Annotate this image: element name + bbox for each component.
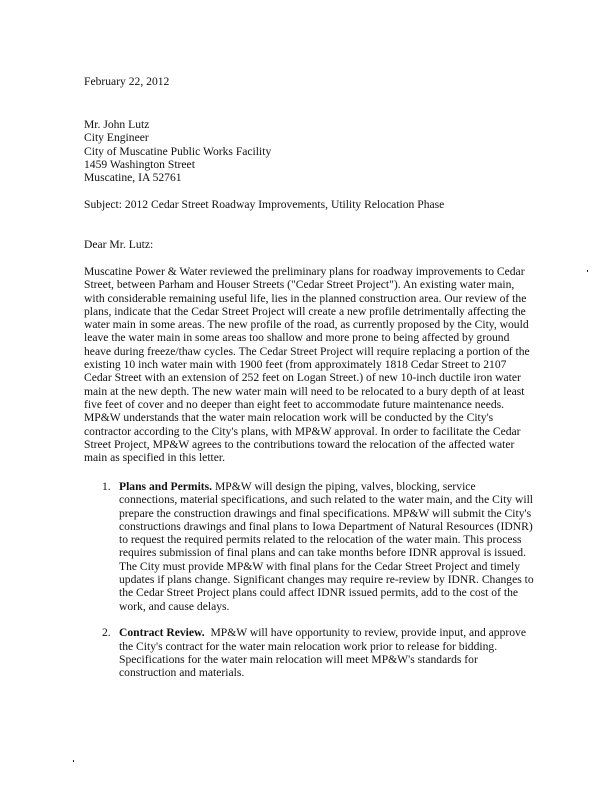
recipient-organization: City of Muscatine Public Works Facility — [84, 144, 272, 158]
body-line: leave the water main in some areas too shallow and more prone to being affected by ground — [84, 331, 510, 345]
recipient-city-state-zip: Muscatine, IA 52761 — [84, 171, 182, 185]
list-line: prepare the construction drawings and final specifications. MP&W will submit the City's — [119, 506, 532, 520]
body-paragraph — [84, 265, 534, 464]
body-line: Muscatine Power & Water reviewed the preliminary plans for roadway improvements to Cedar — [84, 265, 525, 278]
body-line: heave during freeze/thaw cycles. The Cedar Street Project will require replacing a portion of the — [84, 344, 530, 358]
body-line: contractor according to the City's plans, with MP&W approval. In order to facilitate the Cedar — [84, 424, 521, 438]
subject-line — [84, 198, 534, 211]
body-line: five feet of cover and no deeper than eight feet to accommodate future maintenance needs. — [84, 397, 505, 411]
list-line: constructions drawings and final plans to Iowa Department of Natural Resources (IDNR) — [119, 519, 533, 533]
body-line: existing 10 inch water main with 1900 feet (from approximately 1818 Cedar Street to 2107 — [84, 358, 507, 372]
list-line: requires submission of final plans and can take months before IDNR approval is issued. — [119, 546, 526, 560]
list-line: work, and cause delays. — [119, 599, 230, 613]
salutation-text: Dear Mr. Lutz: — [84, 238, 154, 251]
salutation — [84, 238, 534, 251]
list-line: construction and materials. — [119, 666, 245, 680]
body-line: main as specified in this letter. — [84, 451, 226, 465]
recipient-address — [84, 118, 534, 184]
scan-speck — [587, 270, 588, 272]
list-line: The City must provide MP&W with final plans for the Cedar Street Project and timely — [119, 559, 520, 573]
list-item-title: Plans and Permits. — [119, 480, 213, 493]
list-first-line-text: MP&W will design the piping, valves, blocking, service — [212, 480, 476, 493]
list-item-title: Contract Review. — [119, 626, 205, 640]
list-line: the Cedar Street Project plans could affect IDNR issued permits, add to the cost of the — [119, 586, 519, 600]
body-line: Cedar Street with an extension of 252 feet on Logan Street.) of new 10-inch ductile iron water — [84, 371, 521, 385]
list-first-line-text: MP&W will have opportunity to review, provide input, and approve — [204, 626, 526, 640]
scan-speck — [73, 760, 74, 762]
body-line: plans, indicate that the Cedar Street Project will create a new profile detrimentally affecting the — [84, 304, 526, 318]
list-line: the City's contract for the water main relocation work prior to release for bidding. — [119, 639, 498, 653]
numbered-list — [84, 480, 534, 693]
body-line: MP&W understands that the water main relocation work will be conducted by the City's — [84, 411, 494, 425]
subject-text: Subject: 2012 Cedar Street Roadway Improvements, Utility Relocation Phase — [84, 198, 445, 211]
list-line: to request the required permits related to the relocation of the water main. This process — [119, 533, 522, 547]
body-line: water main in some areas. The new profile of the road, as currently proposed by the City, would — [84, 318, 529, 332]
list-line: connections, material specifications, and such related to the water main, and the City will — [119, 493, 534, 507]
recipient-title: City Engineer — [84, 131, 149, 145]
recipient-name: Mr. John Lutz — [84, 118, 150, 131]
list-item-plans-and-permits — [84, 480, 534, 613]
list-line: updates if plans change. Significant changes may require re-review by IDNR. Changes to — [119, 573, 534, 587]
body-line: Street Project, MP&W agrees to the contributions toward the relocation of the affected water — [84, 437, 515, 451]
list-first-line — [119, 626, 534, 639]
list-number: 2. — [102, 626, 111, 640]
body-line: Street, between Parham and Houser Streets ("Cedar Street Project"). An existing water main, — [84, 278, 515, 292]
letter-date — [84, 75, 534, 88]
recipient-street: 1459 Washington Street — [84, 157, 195, 171]
list-item-contract-review — [84, 626, 534, 679]
date-text: February 22, 2012 — [84, 75, 170, 88]
list-number: 1. — [102, 480, 111, 493]
list-first-line — [119, 480, 534, 493]
body-line: with considerable remaining useful life, lies in the planned construction area. Our review of the — [84, 291, 527, 305]
body-line: main at the new depth. The new water main will need to be relocated to a bury depth of at least — [84, 384, 525, 398]
list-line: Specifications for the water main relocation will meet MP&W's standards for — [119, 652, 478, 666]
